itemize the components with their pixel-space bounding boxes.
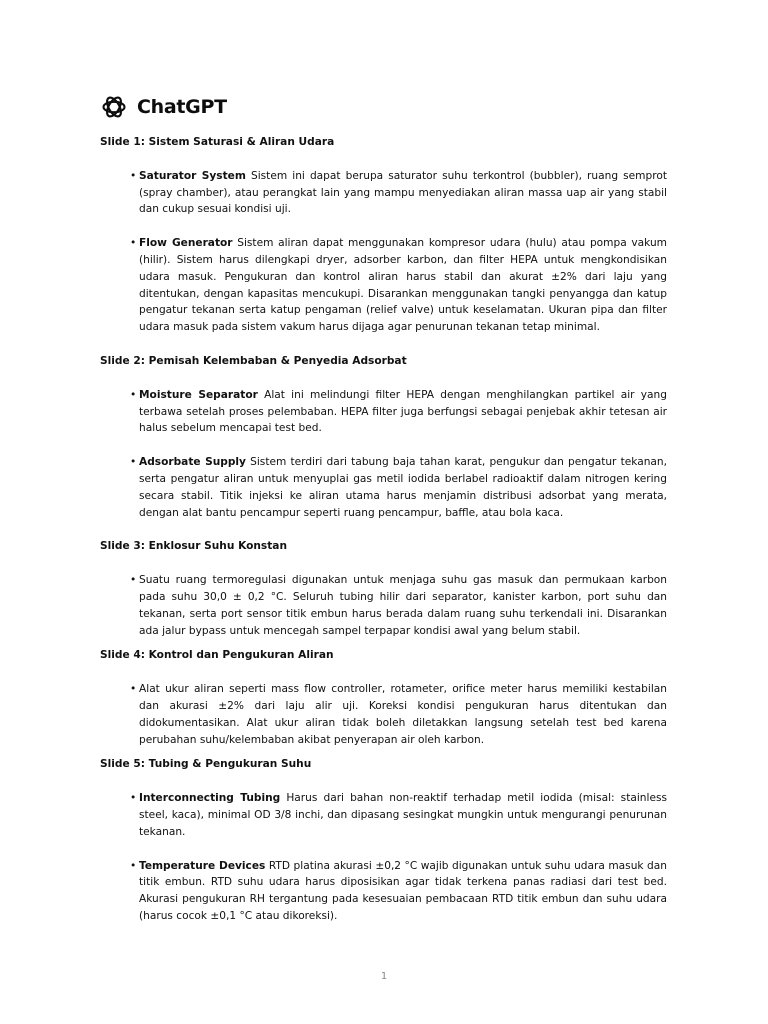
slide-section xyxy=(100,134,667,336)
bullet-dot: • xyxy=(130,237,137,250)
bullet-dot: • xyxy=(130,456,137,469)
slide-title: Slide 5: Tubing & Pengukuran Suhu xyxy=(100,758,312,771)
bullet-text: Alat ukur aliran seperti mass flow controller, rotameter, orifice meter harus memiliki kestabilan dan akurasi ±2% dari laju alir uji. Koreksi kondisi pengukuran harus ditentukan dan didokumentasikan. Alat ukur aliran tidak boleh diletakkan langsung setelah test bed karena perubahan suhu/kelembaban akibat penyerapan air oleh karbon. xyxy=(139,683,667,746)
slide-section xyxy=(100,538,667,639)
bullet-text: Sistem aliran dapat menggunakan kompresor udara (hulu) atau pompa vakum (hilir). Sistem harus dilengkapi dryer, adsorber karbon, dan filter HEPA untuk mengkondisikan udara masuk. Pengukuran dan kontrol aliran harus stabil dan akurat ±2% dari laju yang ditentukan, dengan kapasitas mencukupi. Disarankan menggunakan tangki penyangga dan katup pengatur tekanan serta katup pengaman (relief valve) untuk keselamatan. Ukuran pipa dan filter udara masuk pada sistem vakum harus dijaga agar penurunan tekanan tetap minimal. xyxy=(139,237,667,334)
bullet-text: Suatu ruang termoregulasi digunakan untuk menjaga suhu gas masuk dan permukaan karbon pada suhu 30,0 ± 0,2 °C. Seluruh tubing hilir dari separator, kanister karbon, port suhu dan tekanan, serta port sensor titik embun harus berada dalam ruang suhu terkendali ini. Disarankan ada jalur bypass untuk mencegah sampel terpapar kondisi awal yang belum stabil. xyxy=(139,574,667,637)
slide-title: Slide 1: Sistem Saturasi & Aliran Udara xyxy=(100,136,335,148)
bullet-term: Interconnecting Tubing xyxy=(139,792,281,805)
bullet-dot: • xyxy=(130,859,137,872)
bullet-dot: • xyxy=(130,388,137,401)
slide-title: Slide 4: Kontrol dan Pengukuran Aliran xyxy=(100,649,334,662)
slide-title: Slide 3: Enklosur Suhu Konstan xyxy=(100,540,287,553)
bullet-text: Sistem ini dapat berupa saturator suhu terkontrol (bubbler), ruang semprot (spray chamber), atau perangkat lain yang mampu menyediakan aliran massa uap air yang stabil dan cukup sesuai kondisi uji. xyxy=(139,169,667,216)
bullet-item xyxy=(100,790,667,840)
bullet-item xyxy=(100,572,667,639)
bullet-item xyxy=(100,681,667,748)
openai-logo-icon xyxy=(100,93,128,121)
bullet-dot: • xyxy=(130,683,137,696)
bullet-term: Temperature Devices xyxy=(139,859,266,872)
bullet-item xyxy=(100,858,667,925)
bullet-term: Adsorbate Supply xyxy=(139,456,246,469)
bullet-text: Harus dari bahan non-reaktif terhadap metil iodida (misal: stainless steel, kaca), minimal OD 3/8 inchi, dan dipasang sesingkat mungkin untuk mengurangi penurunan tekanan. xyxy=(139,792,668,838)
bullet-term: Moisture Separator xyxy=(139,388,258,401)
brand-name: ChatGPT xyxy=(137,96,227,118)
page-number: 1 xyxy=(380,971,388,982)
bullet-dot: • xyxy=(130,574,137,587)
header xyxy=(100,93,227,121)
bullet-item xyxy=(100,235,667,336)
slide-section xyxy=(100,647,667,748)
slide-section xyxy=(100,353,667,521)
bullet-item xyxy=(100,454,667,521)
bullet-item xyxy=(100,387,667,437)
bullet-item xyxy=(100,168,667,218)
bullet-text: Alat ini melindungi filter HEPA dengan menghilangkan partikel air yang terbawa setelah proses pelembaban. HEPA filter juga berfungsi sebagai penjebak akhir tetesan air halus sebelum mencapai test bed. xyxy=(139,388,667,435)
bullet-term: Flow Generator xyxy=(139,237,233,250)
bullet-dot: • xyxy=(130,169,137,182)
bullet-text: RTD platina akurasi ±0,2 °C wajib digunakan untuk suhu udara masuk dan titik embun. RTD suhu udara harus diposisikan agar tidak terkena panas radiasi dari test bed. Akurasi pengukuran RH tergantung pada kesesuaian pembacaan RTD titik embun dan suhu udara (harus cocok ±0,1 °C atau dikoreksi). xyxy=(139,859,667,922)
bullet-dot: • xyxy=(130,792,137,805)
slide-title: Slide 2: Pemisah Kelembaban & Penyedia Adsorbat xyxy=(100,354,407,367)
slide-section xyxy=(100,756,667,924)
bullet-text: Sistem terdiri dari tabung baja tahan karat, pengukur dan pengatur tekanan, serta pengatur aliran untuk menyuplai gas metil iodida berlabel radioaktif dalam nitrogen kering secara stabil. Titik injeksi ke aliran utama harus menjamin distribusi adsorbat yang merata, dengan alat bantu pencampur seperti ruang pencampur, baffle, atau bola kaca. xyxy=(139,456,667,519)
document-body xyxy=(100,134,667,925)
bullet-term: Saturator System xyxy=(139,169,246,182)
